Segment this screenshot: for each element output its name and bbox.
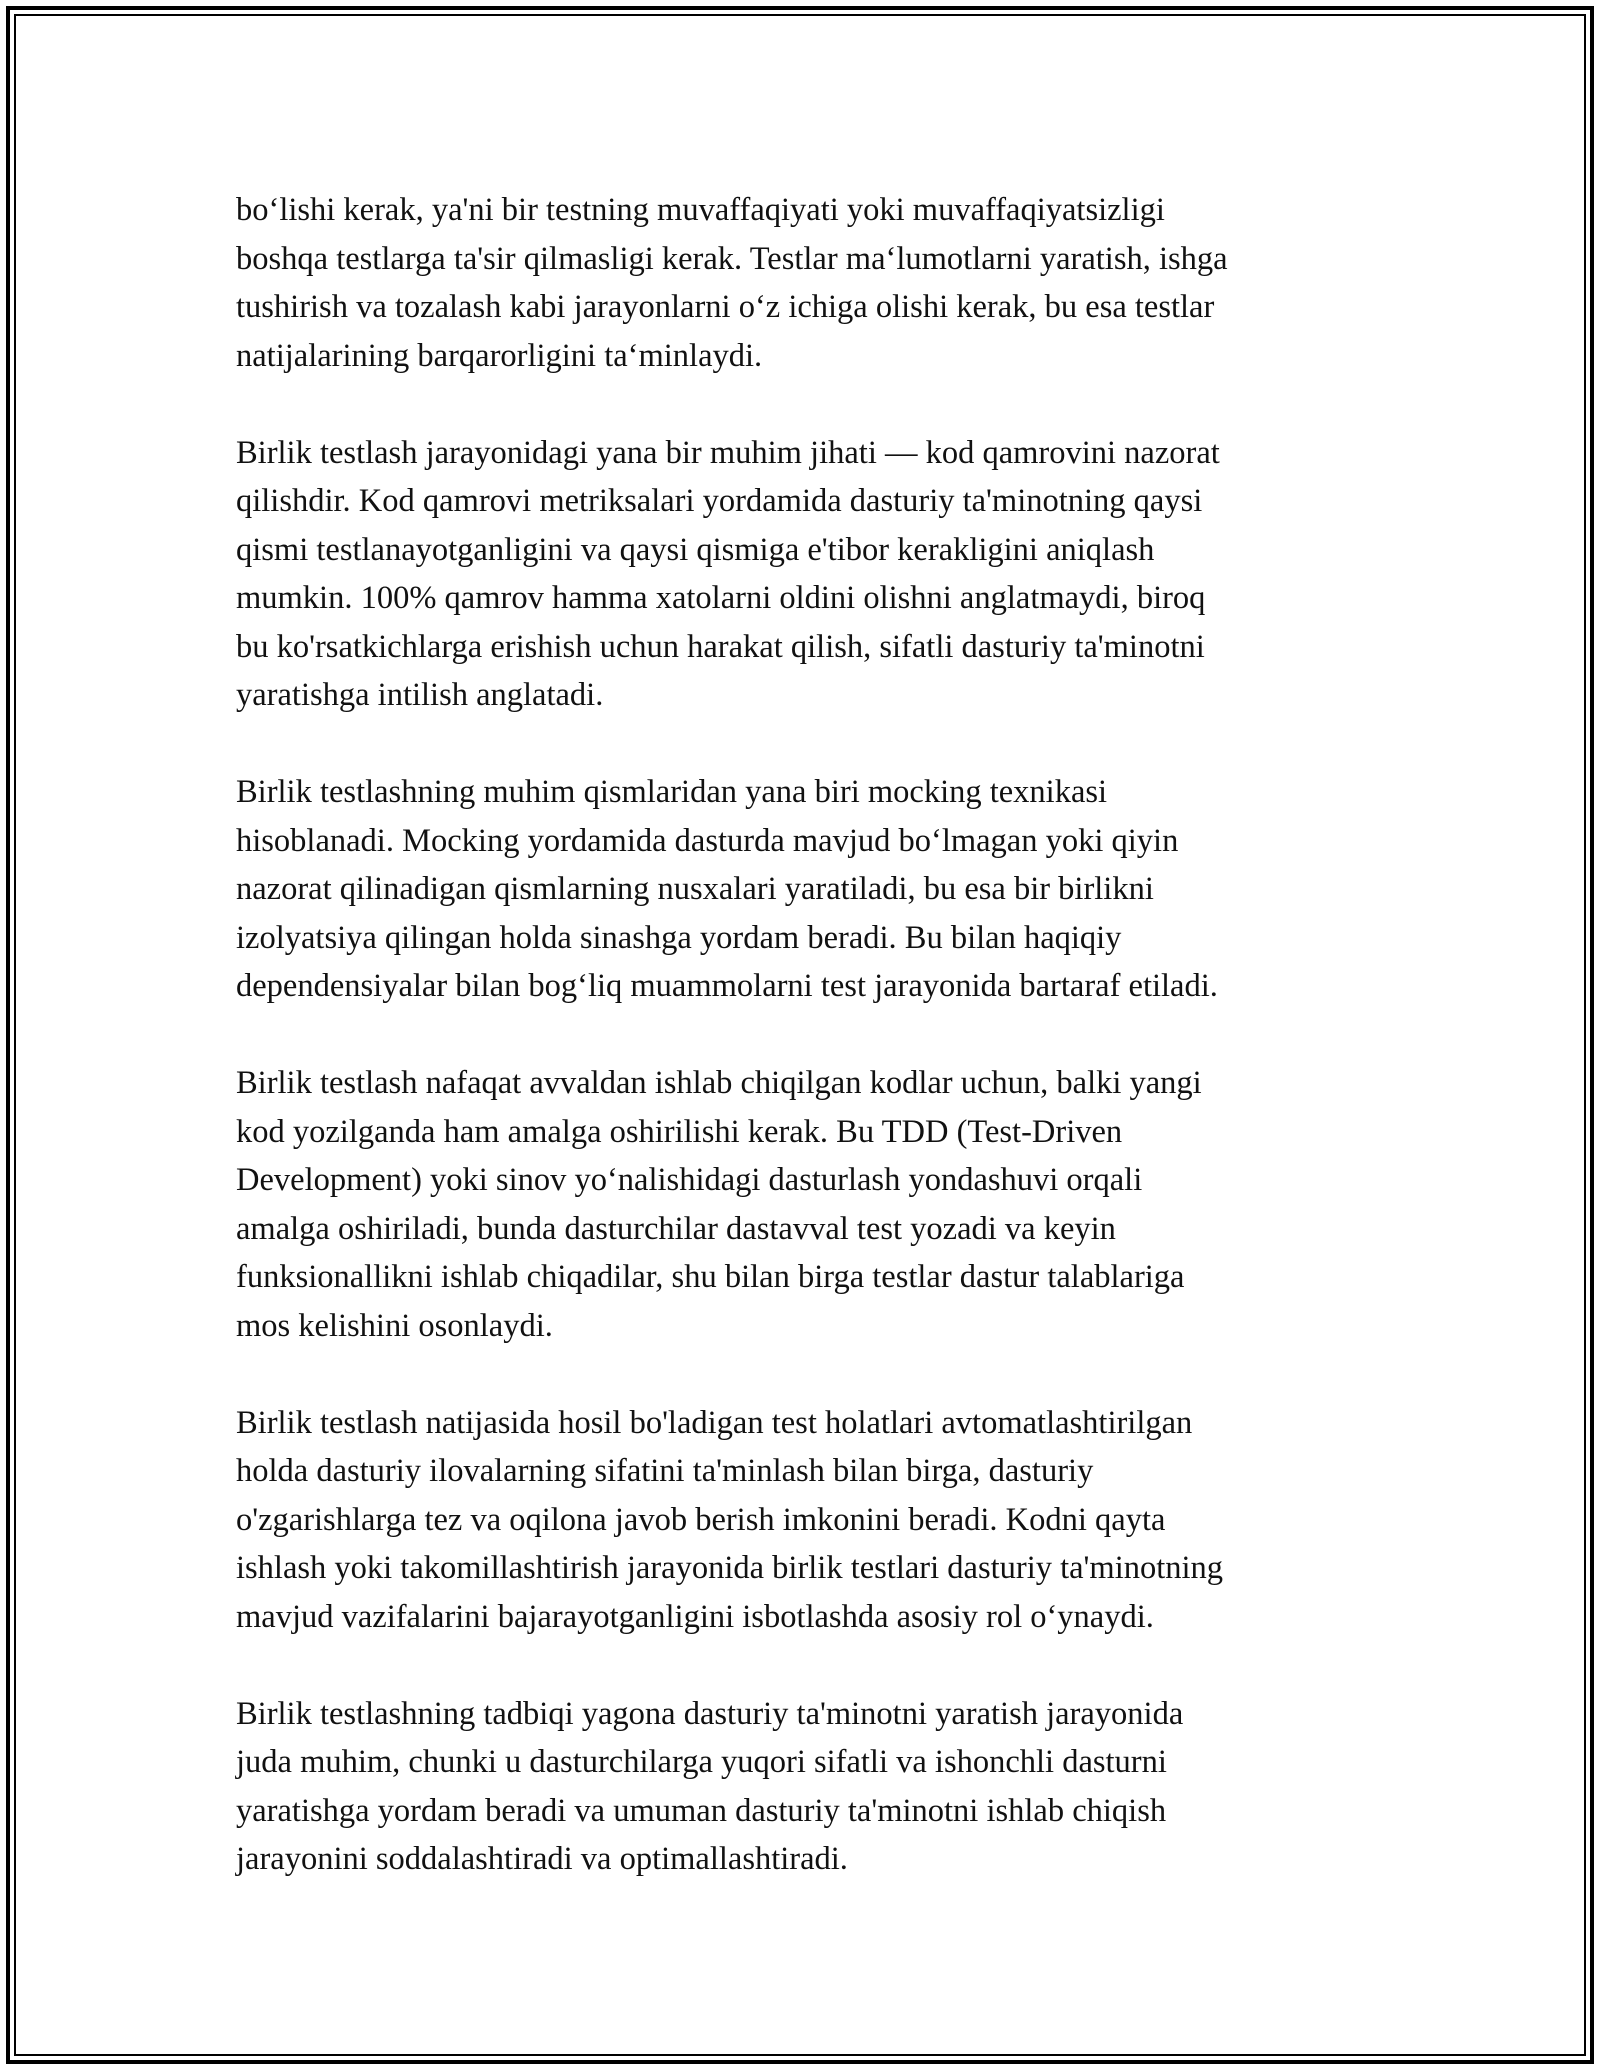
paragraph-5: Birlik testlash natijasida hosil bo'ladigan test holatlari avtomatlashtirilgan holda dasturiy ilovalarning sifatini ta'minlash bilan birga, dasturiy o'zgarishlarga tez va oqilona javob berish imkonini beradi. Kodni qayta ishlash yoki takomillashtirish jarayonida birlik testlari dasturiy ta'minotning mavjud vazifalarini bajarayotganligini isbotlashda asosiy rol o‘ynaydi. (236, 1404, 1224, 1635)
paragraph-4: Birlik testlash nafaqat avvaldan ishlab chiqilgan kodlar uchun, balki yangi kod yozilganda ham amalga oshirilishi kerak. Bu TDD (Test-Driven Development) yoki sinov yo‘nalishidagi dasturlash yondashuvi orqali amalga oshiriladi, bunda dasturchilar dastavval test yozadi va keyin funksionallikni ishlab chiqadilar, shu bilan birga testlar dastur talablariga mos kelishini osonlaydi. (236, 1065, 1202, 1344)
paragraph-1: bo‘lishi kerak, ya'ni bir testning muvaffaqiyati yoki muvaffaqiyatsizligi boshqa testlarga ta'sir qilmasligi kerak. Testlar ma‘lumotlarni yaratish, ishga tushirish va tozalash kabi jarayonlarni o‘z ichiga olishi kerak, bu esa testlar natijalarining barqarorligini ta‘minlaydi. (236, 192, 1228, 374)
paragraph-3: Birlik testlashning muhim qismlaridan yana biri mocking texnikasi hisoblanadi. Mocking yordamida dasturda mavjud bo‘lmagan yoki qiyin nazorat qilinadigan qismlarning nusxalari yaratiladi, bu esa bir birlikni izolyatsiya qilingan holda sinashga yordam beradi. Bu bilan haqiqiy dependensiyalar bilan bog‘liq muammolarni test jarayonida bartaraf etiladi. (236, 774, 1218, 1004)
paragraph-2: Birlik testlash jarayonidagi yana bir muhim jihati — kod qamrovini nazorat qilishdir. Kod qamrovi metriksalari yordamida dasturiy ta'minotning qaysi qismi testlanayotganligini va qaysi qismiga e'tibor kerakligini aniqlash mumkin. 100% qamrov hamma xatolarni oldini olishni anglatmaydi, biroq bu ko'rsatkichlarga erishish uchun harakat qilish, sifatli dasturiy ta'minotni yaratishga intilish anglatadi. (236, 434, 1220, 713)
paragraph-6: Birlik testlashning tadbiqi yagona dasturiy ta'minotni yaratish jarayonida juda muhim, chunki u dasturchilarga yuqori sifatli va ishonchli dasturni yaratishga yordam beradi va umuman dasturiy ta'minotni ishlab chiqish jarayonini soddalashtiradi va optimallashtiradi. (236, 1695, 1184, 1877)
document-body (236, 186, 1366, 1884)
